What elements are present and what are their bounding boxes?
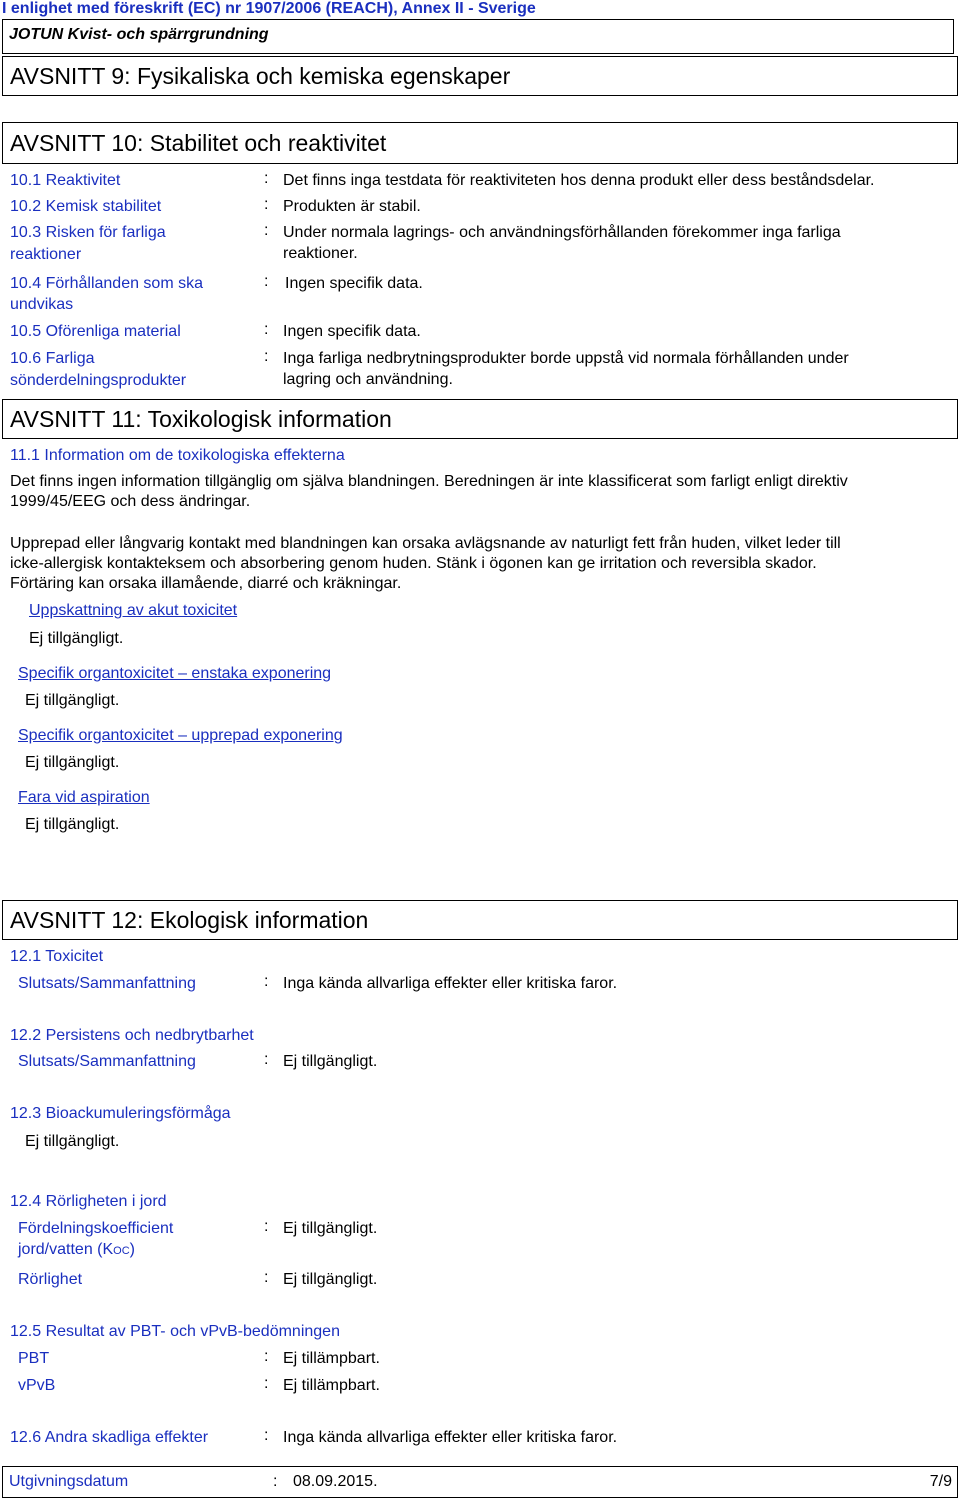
s11-para1-line1: Det finns ingen information tillgänglig om själva blandningen. Beredningen är inte klassificerat som farligt enligt direktiv	[10, 473, 848, 490]
colon: :	[264, 1375, 269, 1392]
s12-1-heading: 12.1 Toxicitet	[10, 948, 104, 965]
footer-date-label: Utgivningsdatum	[9, 1473, 129, 1490]
s12-6-value: Inga kända allvarliga effekter eller kritiska faror.	[283, 1429, 618, 1446]
s11-para1-line2: 1999/45/EEG och dess ändringar.	[10, 493, 251, 510]
footer-box	[2, 1466, 958, 1498]
s10-5-value: Ingen specifik data.	[283, 323, 421, 340]
koc-close: )	[129, 1241, 135, 1258]
s10-4-label-cont: undvikas	[10, 296, 74, 313]
s11-para2-line1: Upprepad eller långvarig kontakt med blandningen kan orsaka avlägsnande av naturligt fett från huden, vilket leder till	[10, 535, 841, 552]
s10-3-label: 10.3 Risken för farliga	[10, 224, 166, 241]
s10-3-value-cont: reaktioner.	[283, 245, 358, 262]
s10-3-label-cont: reaktioner	[10, 246, 82, 263]
colon: :	[264, 1348, 269, 1365]
colon: :	[264, 1427, 269, 1444]
section-11-box	[2, 399, 958, 439]
s10-6-value-cont: lagring och användning.	[283, 371, 453, 388]
colon: :	[264, 1051, 269, 1068]
s12-1-label: Slutsats/Sammanfattning	[18, 975, 196, 992]
stot-single-value: Ej tillgängligt.	[25, 692, 120, 709]
s12-4-label1: Fördelningskoefficient	[18, 1220, 174, 1237]
stot-repeated-heading: Specifik organtoxicitet – upprepad exponering	[18, 727, 343, 744]
s12-4-label2: Rörlighet	[18, 1271, 83, 1288]
colon: :	[264, 196, 269, 213]
s12-5-heading: 12.5 Resultat av PBT- och vPvB-bedömningen	[10, 1323, 340, 1340]
stot-repeated-value: Ej tillgängligt.	[25, 754, 120, 771]
aspiration-heading: Fara vid aspiration	[18, 789, 150, 806]
s10-5-label: 10.5 Oförenliga material	[10, 323, 181, 340]
section-9-title: AVSNITT 9: Fysikaliska och kemiska egenskaper	[10, 63, 511, 89]
section-10-box	[2, 122, 958, 164]
colon: :	[264, 1218, 269, 1235]
s12-3-value: Ej tillgängligt.	[25, 1133, 120, 1150]
s10-6-label-cont: sönderdelningsprodukter	[10, 372, 187, 389]
colon: :	[264, 348, 269, 365]
s12-4-label1-cont	[18, 1239, 135, 1262]
section-10-title: AVSNITT 10: Stabilitet och reaktivitet	[10, 130, 387, 156]
colon: :	[264, 973, 269, 990]
koc-text: jord/vatten (K	[18, 1241, 114, 1258]
colon: :	[264, 170, 269, 187]
page-number: 7/9	[929, 1473, 952, 1490]
colon: :	[264, 273, 269, 290]
s10-1-value: Det finns inga testdata för reaktiviteten hos denna produkt eller dess beståndsdelar.	[283, 172, 875, 189]
s12-3-heading: 12.3 Bioackumuleringsförmåga	[10, 1105, 231, 1122]
s10-3-value: Under normala lagrings- och användningsförhållanden förekommer inga farliga	[283, 224, 841, 241]
s10-6-label: 10.6 Farliga	[10, 350, 95, 367]
s12-4-value2: Ej tillgängligt.	[283, 1271, 378, 1288]
colon: :	[264, 1269, 269, 1286]
s11-para2-line3: Förtäring kan orsaka illamående, diarré och kräkningar.	[10, 575, 402, 592]
section-11-title: AVSNITT 11: Toxikologisk information	[10, 406, 392, 432]
s12-2-value: Ej tillgängligt.	[283, 1053, 378, 1070]
s10-6-value: Inga farliga nedbrytningsprodukter borde uppstå vid normala förhållanden under	[283, 350, 849, 367]
s10-1-label: 10.1 Reaktivitet	[10, 172, 121, 189]
s11-1-heading: 11.1 Information om de toxikologiska effekterna	[10, 447, 345, 464]
colon: :	[273, 1473, 278, 1490]
s10-2-label: 10.2 Kemisk stabilitet	[10, 198, 162, 215]
s10-4-label: 10.4 Förhållanden som ska	[10, 275, 203, 292]
footer-date-value: 08.09.2015.	[293, 1473, 378, 1490]
regulation-header: I enlighet med föreskrift (EC) nr 1907/2006 (REACH), Annex II - Sverige	[2, 0, 536, 17]
section-12-box	[2, 900, 958, 940]
s10-2-value: Produkten är stabil.	[283, 198, 421, 215]
s12-4-value1: Ej tillgängligt.	[283, 1220, 378, 1237]
pbt-label: PBT	[18, 1350, 50, 1367]
s12-2-heading: 12.2 Persistens och nedbrytbarhet	[10, 1027, 254, 1044]
section-12-title: AVSNITT 12: Ekologisk information	[10, 907, 369, 933]
s12-2-label: Slutsats/Sammanfattning	[18, 1053, 196, 1070]
vpvb-label: vPvB	[18, 1377, 56, 1394]
colon: :	[264, 222, 269, 239]
s12-1-value: Inga kända allvarliga effekter eller kritiska faror.	[283, 975, 618, 992]
s11-para2-line2: icke-allergisk kontakteksem och absorbering genom huden. Stänk i ögonen kan ge irritation och reversibla skador.	[10, 555, 817, 572]
acute-toxicity-heading: Uppskattning av akut toxicitet	[29, 602, 238, 619]
product-box	[2, 19, 954, 54]
section-9-box	[2, 56, 958, 96]
acute-toxicity-value: Ej tillgängligt.	[29, 630, 124, 647]
colon: :	[264, 321, 269, 338]
stot-single-heading: Specifik organtoxicitet – enstaka exponering	[18, 665, 332, 682]
koc-subscript: OC	[113, 1245, 130, 1257]
aspiration-value: Ej tillgängligt.	[25, 816, 120, 833]
vpvb-value: Ej tillämpbart.	[283, 1377, 380, 1394]
s12-4-heading: 12.4 Rörligheten i jord	[10, 1193, 167, 1210]
s10-4-value: Ingen specifik data.	[285, 275, 423, 292]
s12-6-heading: 12.6 Andra skadliga effekter	[10, 1429, 209, 1446]
pbt-value: Ej tillämpbart.	[283, 1350, 380, 1367]
product-name: JOTUN Kvist- och spärrgrundning	[9, 26, 269, 43]
